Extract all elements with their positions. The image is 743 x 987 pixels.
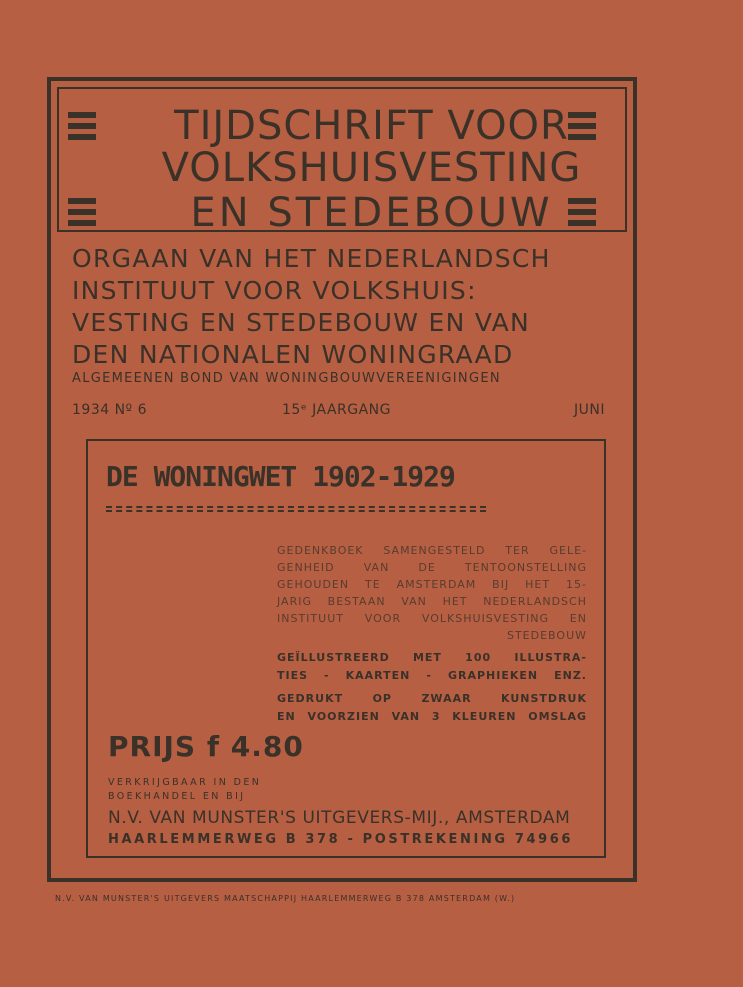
advert-description-2: GENHEID VAN DE TENTOONSTELLING <box>277 561 587 574</box>
advert-description-3: GEHOUDEN TE AMSTERDAM BIJ HET 15- <box>277 578 587 591</box>
advert-publisher: N.V. VAN MUNSTER'S UITGEVERS-MIJ., AMSTERDAM <box>108 808 571 828</box>
organ-line-4: DEN NATIONALEN WONINGRAAD <box>72 340 514 369</box>
advert-description-1: GEDENKBOEK SAMENGESTELD TER GELE- <box>277 544 587 557</box>
organ-line-1: ORGAAN VAN HET NEDERLANDSCH <box>72 244 551 273</box>
advert-printing-1: GEDRUKT OP ZWAAR KUNSTDRUK <box>277 692 587 705</box>
masthead-line-1: TIJDSCHRIFT VOOR <box>174 103 569 149</box>
advert-illustrations-1: GEÏLLUSTREERD MET 100 ILLUSTRA- <box>277 651 587 664</box>
organ-subline: ALGEMEENEN BOND VAN WONINGBOUWVEREENIGINGEN <box>72 371 501 386</box>
issue-year-number: 1934 Nº 6 <box>72 402 148 418</box>
advert-address: HAARLEMMERWEG B 378 - POSTREKENING 74966 <box>108 832 574 847</box>
advert-illustrations-2: TIES - KAARTEN - GRAPHIEKEN ENZ. <box>277 669 587 682</box>
footer-imprint: N.V. VAN MUNSTER'S UITGEVERS MAATSCHAPPIJ HAARLEMMERWEG B 378 AMSTERDAM (W.) <box>55 894 516 903</box>
organ-line-2: INSTITUUT VOOR VOLKSHUIS: <box>72 276 477 305</box>
issue-month: JUNI <box>574 402 605 418</box>
title-rule <box>106 506 486 512</box>
advert-price: PRIJS f 4.80 <box>108 730 304 763</box>
advert-availability-2: BOEKHANDEL EN BIJ <box>108 791 246 802</box>
advert-title: DE WONINGWET 1902-1929 <box>106 460 455 493</box>
organ-line-3: VESTING EN STEDEBOUW EN VAN <box>72 308 531 337</box>
issue-volume: 15ᵉ JAARGANG <box>282 402 392 418</box>
advert-printing-2: EN VOORZIEN VAN 3 KLEUREN OMSLAG <box>277 710 587 723</box>
masthead-line-3: EN STEDEBOUW <box>190 190 553 236</box>
advert-availability-1: VERKRIJGBAAR IN DEN <box>108 777 262 788</box>
advert-description-4: JARIG BESTAAN VAN HET NEDERLANDSCH <box>277 595 587 608</box>
masthead-line-2: VOLKSHUISVESTING <box>161 145 582 191</box>
advert-description-5: INSTITUUT VOOR VOLKSHUISVESTING EN <box>277 612 587 625</box>
advert-description-6: STEDEBOUW <box>506 629 587 642</box>
